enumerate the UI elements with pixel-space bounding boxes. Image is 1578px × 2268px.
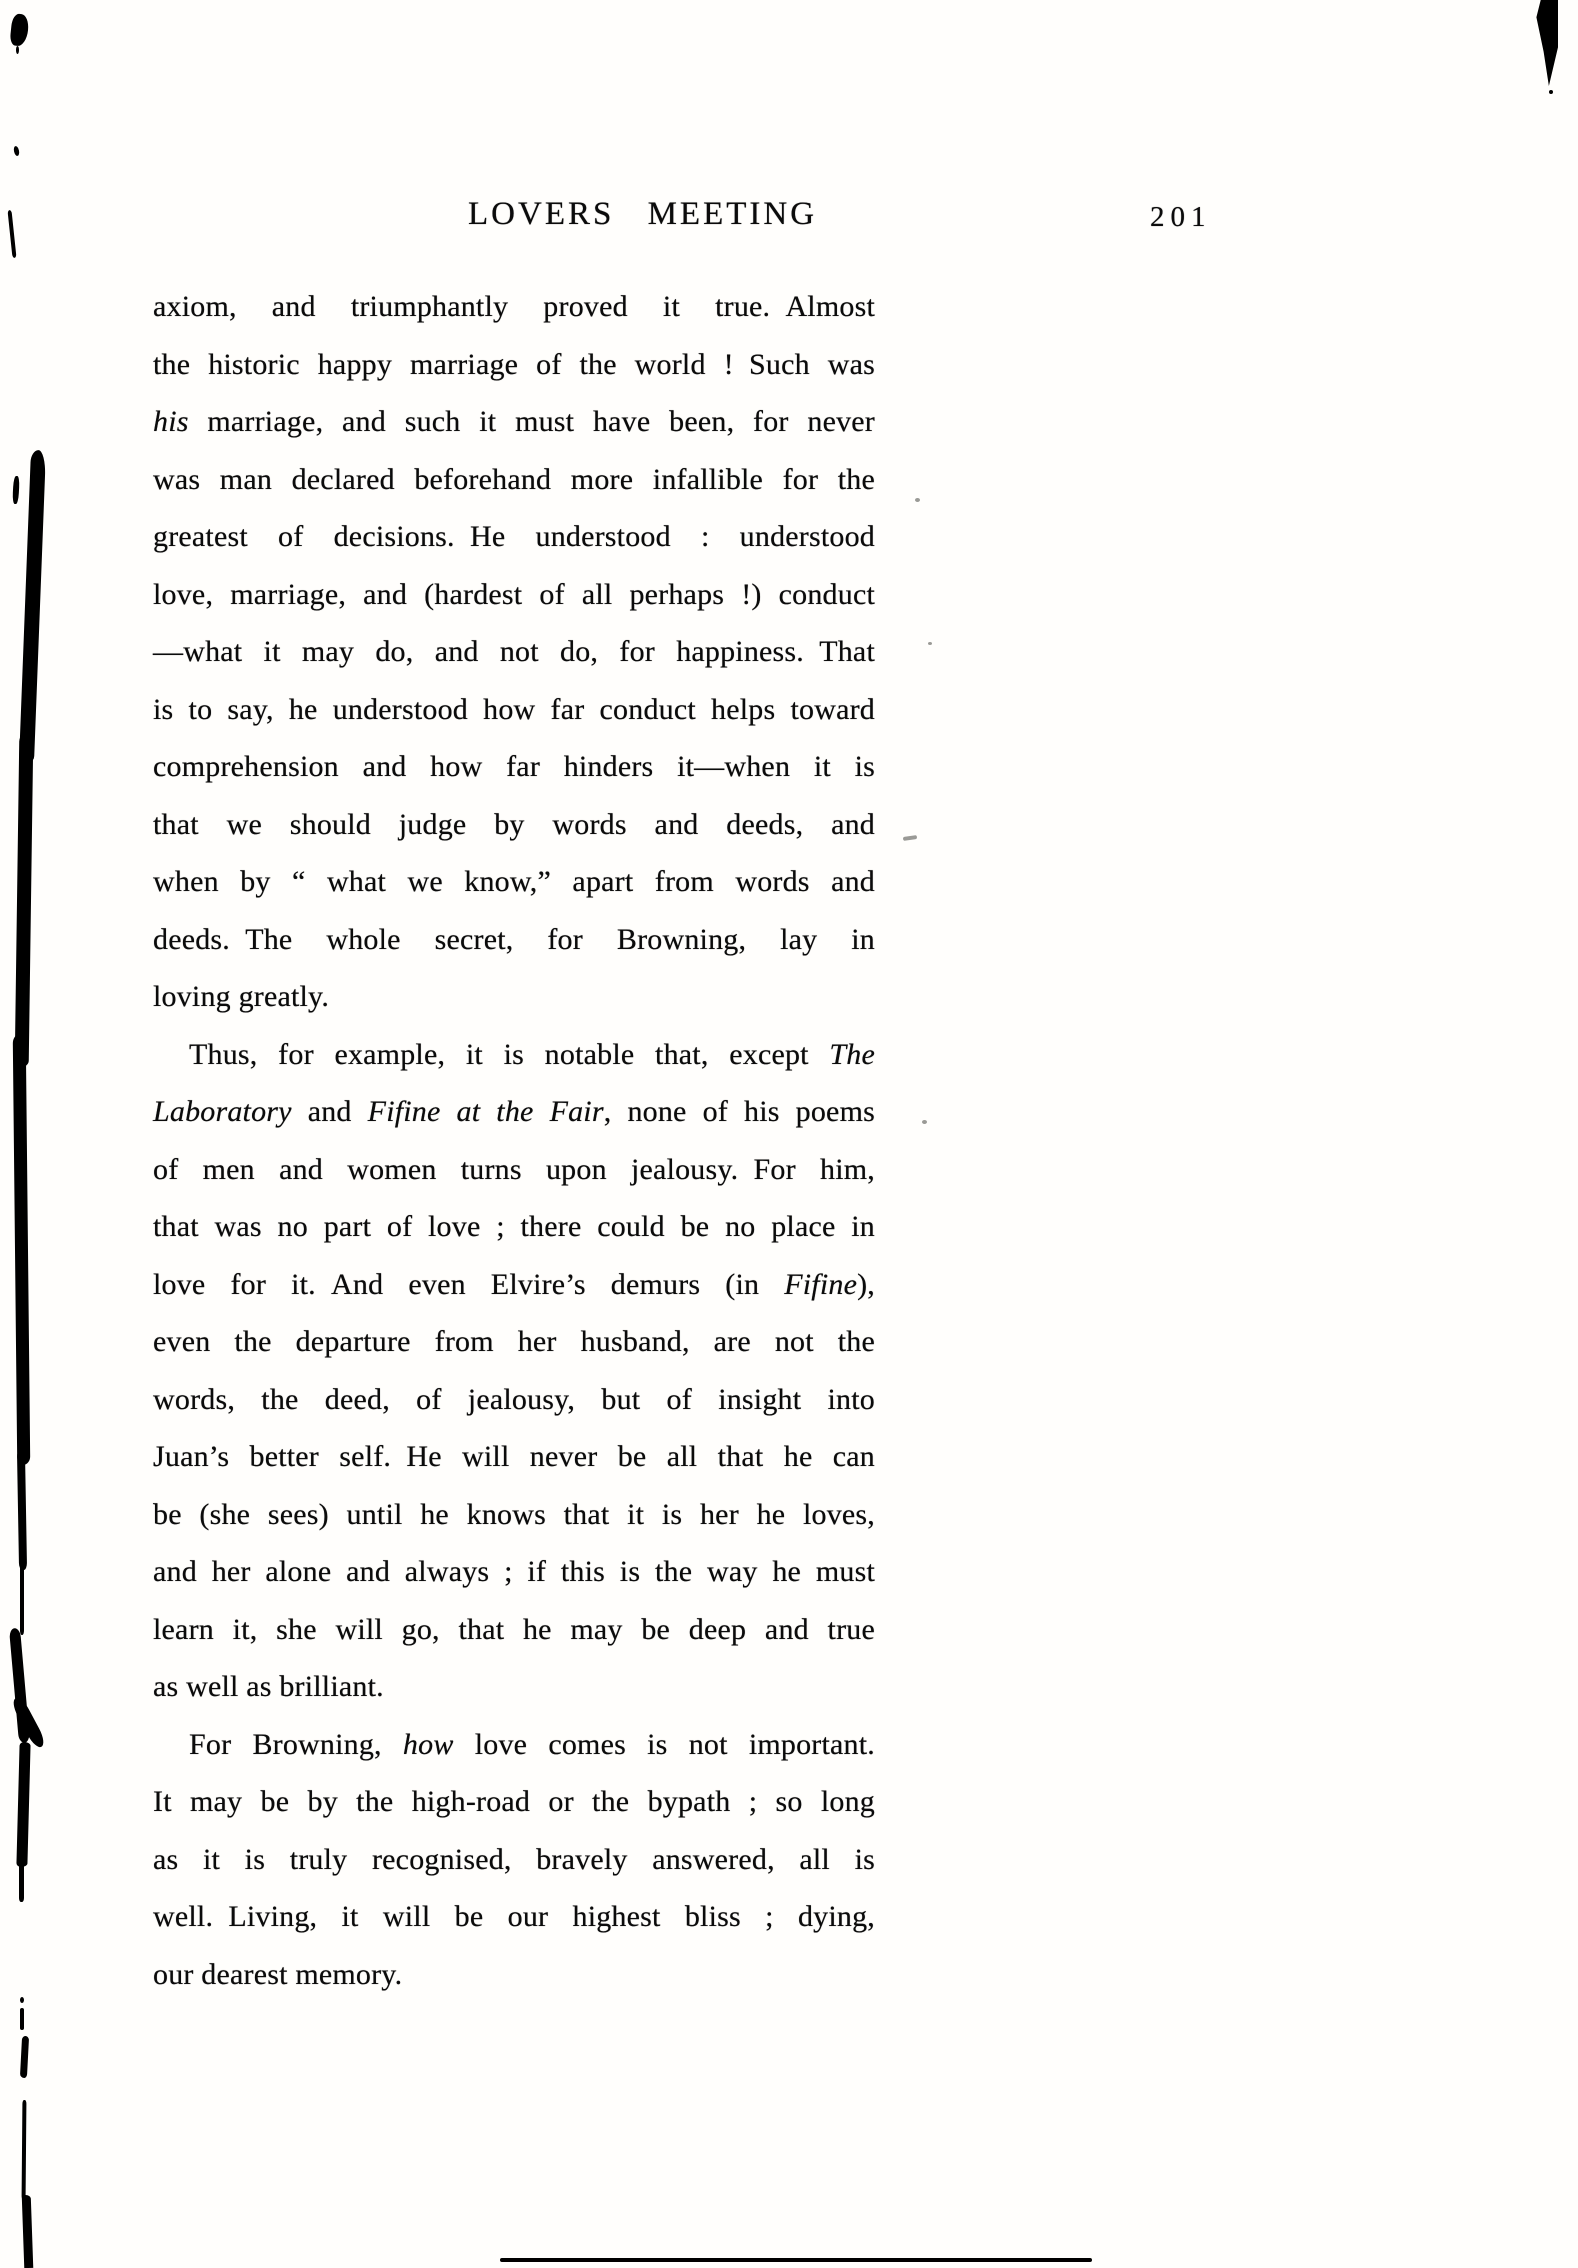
binding-streak bbox=[19, 450, 46, 762]
ink-speck bbox=[20, 1997, 24, 2003]
text-line: our dearest memory. bbox=[153, 1957, 403, 1991]
text-line: and her alone and always ; if this is the way he must bbox=[153, 1555, 875, 1588]
binding-streak bbox=[17, 1450, 27, 1570]
binding-streak bbox=[22, 2195, 34, 2268]
text-line: greatest of decisions. He understood : understood bbox=[153, 520, 875, 553]
text-line: when by “ what we know,” apart from words and bbox=[153, 865, 875, 898]
page-edge-line bbox=[500, 2258, 1092, 2262]
binding-streak bbox=[22, 2100, 27, 2200]
binding-streak bbox=[13, 1035, 31, 1465]
binding-streak bbox=[12, 476, 19, 504]
text-line: love, marriage, and (hardest of all perhaps !) conduct bbox=[153, 577, 875, 611]
text-line: his marriage, and such it must have been, for never bbox=[153, 405, 875, 438]
text-line: —what it may do, and not do, for happiness. That bbox=[153, 635, 875, 668]
text-line: deeds. The whole secret, for Browning, lay in bbox=[153, 922, 875, 956]
dust-speck bbox=[928, 642, 932, 645]
text-line: comprehension and how far hinders it—when it is bbox=[153, 750, 875, 783]
dust-speck bbox=[903, 835, 917, 841]
ink-blot bbox=[16, 46, 19, 54]
text-line: For Browning, how love comes is not important. bbox=[189, 1727, 875, 1761]
text-line: is to say, he understood how far conduct helps toward bbox=[153, 692, 875, 726]
text-line: the historic happy marriage of the world ! Such was bbox=[153, 347, 875, 381]
text-line: It may be by the high-road or the bypath ; so long bbox=[153, 1785, 875, 1818]
text-line: learn it, she will go, that he may be deep and true bbox=[153, 1612, 875, 1646]
text-line: well. Living, it will be our highest bliss ; dying, bbox=[153, 1900, 875, 1933]
ink-streak bbox=[8, 210, 17, 258]
text-line: Laboratory and Fifine at the Fair, none of his poems bbox=[153, 1095, 875, 1128]
text-line: even the departure from her husband, are not the bbox=[153, 1325, 875, 1358]
binding-streak bbox=[15, 735, 34, 1067]
text-line: that was no part of love ; there could be no place in bbox=[153, 1210, 875, 1243]
text-line: that we should judge by words and deeds, and bbox=[153, 807, 875, 841]
text-line: Juan’s better self. He will never be all that he can bbox=[153, 1440, 875, 1473]
dust-speck bbox=[915, 498, 920, 502]
text-line: as it is truly recognised, bravely answered, all is bbox=[153, 1842, 875, 1876]
ink-speck bbox=[1549, 90, 1553, 94]
ink-streak bbox=[20, 2008, 24, 2030]
dust-speck bbox=[922, 1120, 927, 1124]
body-text bbox=[153, 278, 875, 2003]
text-line: was man declared beforehand more infallible for the bbox=[153, 462, 875, 496]
ink-blot bbox=[1534, 0, 1558, 86]
ink-streak bbox=[20, 2036, 29, 2078]
text-line: be (she sees) until he knows that it is her he loves, bbox=[153, 1497, 875, 1531]
text-line: love for it. And even Elvire’s demurs (in Fifine), bbox=[153, 1267, 875, 1301]
text-line: loving greatly. bbox=[153, 980, 330, 1013]
page-number: 201 bbox=[1150, 201, 1212, 233]
running-header-title: LOVERS MEETING bbox=[468, 196, 818, 232]
binding-streak bbox=[20, 1560, 24, 1635]
binding-streak bbox=[16, 1742, 30, 1867]
text-line: Thus, for example, it is notable that, except The bbox=[189, 1037, 875, 1071]
ink-speck bbox=[13, 146, 20, 157]
ink-blot bbox=[9, 13, 29, 47]
text-line: of men and women turns upon jealousy. For him, bbox=[153, 1152, 875, 1186]
binding-streak bbox=[10, 1695, 47, 1750]
text-line: words, the deed, of jealousy, but of insight into bbox=[153, 1382, 875, 1416]
text-line: as well as brilliant. bbox=[153, 1670, 384, 1703]
text-line: axiom, and triumphantly proved it true. Almost bbox=[153, 290, 875, 323]
binding-streak bbox=[19, 1862, 24, 1902]
